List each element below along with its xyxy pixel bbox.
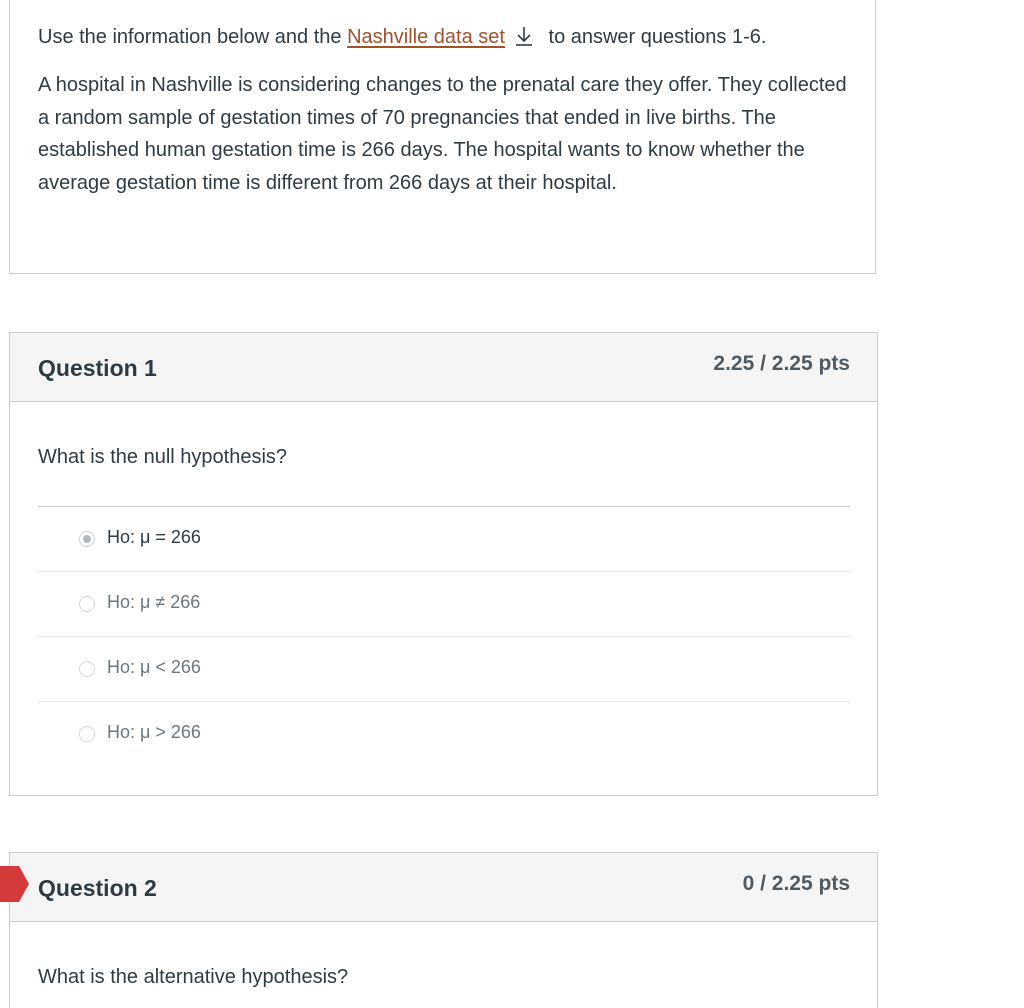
radio-icon[interactable] (79, 661, 95, 677)
instructions-panel (9, 0, 876, 274)
answer-option[interactable] (38, 636, 850, 701)
nashville-data-link[interactable]: Nashville data set (347, 26, 505, 48)
answer-option[interactable] (38, 571, 850, 636)
answer-list (38, 506, 850, 766)
question-points: 0 / 2.25 pts (742, 872, 850, 895)
answer-option[interactable] (38, 506, 850, 571)
instructions-suffix: to answer questions 1-6. (542, 26, 767, 48)
incorrect-flag-icon (0, 866, 30, 902)
instructions-prefix: Use the information below and the (38, 26, 348, 48)
question-header (10, 853, 877, 922)
instructions-line (38, 23, 766, 51)
question-text: What is the alternative hypothesis? (38, 966, 349, 988)
radio-selected-icon[interactable] (79, 531, 95, 547)
answer-label: Ho: μ ≠ 266 (107, 592, 201, 612)
question-header (10, 333, 877, 402)
answer-label: Ho: μ = 266 (107, 527, 201, 547)
scenario-paragraph: A hospital in Nashville is considering changes to the prenatal care they offer. They collected a random sample of gestation times of 70 pregnancies that ended in live births. The established human gestation time is 266 days. The hospital wants to know whether the average gestation time is different from 266 days at their hospital. (38, 74, 847, 194)
answer-label: Ho: μ > 266 (107, 722, 201, 742)
question-text: What is the null hypothesis? (38, 446, 288, 468)
question-title: Question 2 (38, 875, 157, 901)
question-points: 2.25 / 2.25 pts (713, 352, 850, 375)
radio-icon[interactable] (79, 726, 95, 742)
question-card-2 (9, 852, 878, 1008)
download-icon[interactable] (513, 25, 539, 47)
radio-icon[interactable] (79, 596, 95, 612)
answer-option[interactable] (38, 701, 850, 766)
question-card-1 (9, 332, 878, 796)
question-title: Question 1 (38, 355, 157, 381)
answer-label: Ho: μ < 266 (107, 657, 201, 677)
